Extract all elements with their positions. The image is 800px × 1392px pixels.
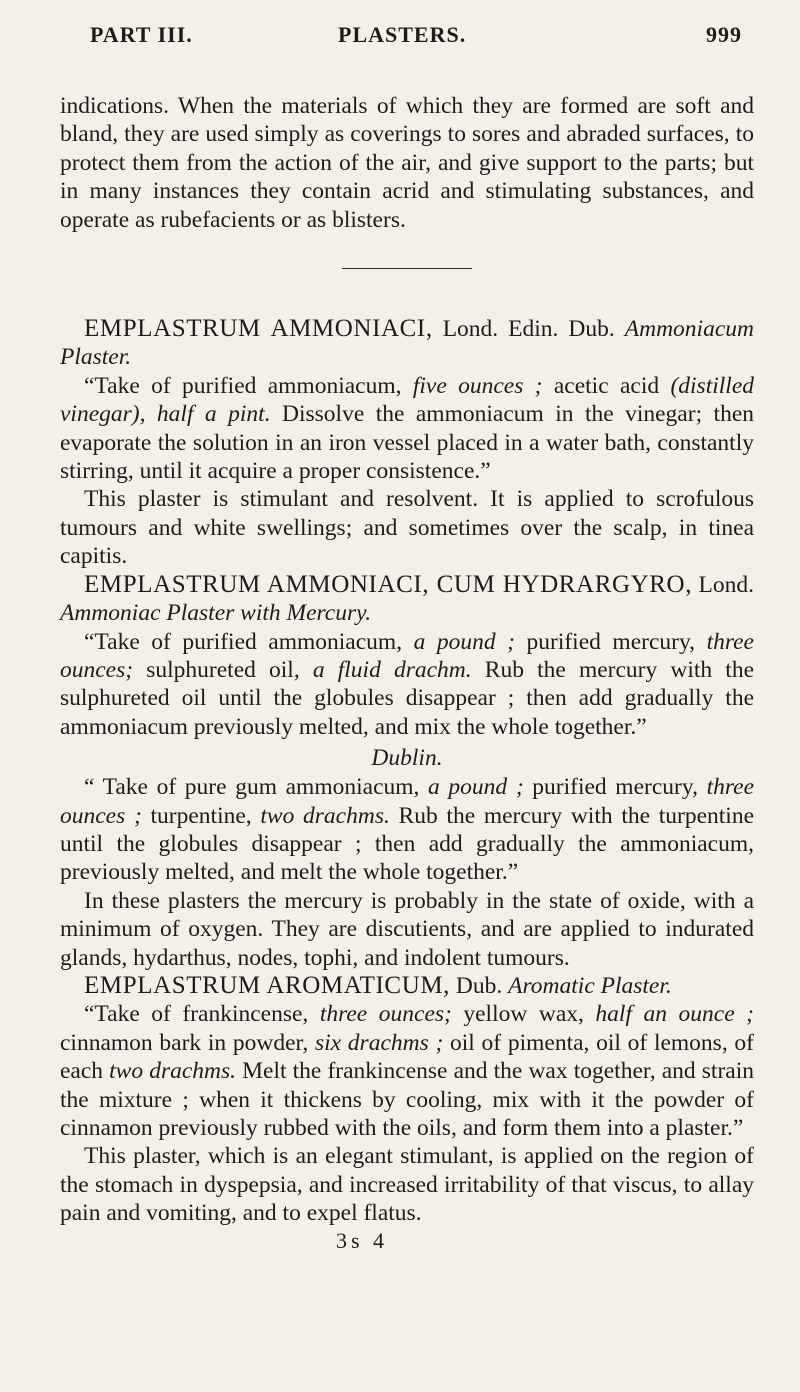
dublin-label: Dublin. bbox=[371, 745, 443, 772]
recipe-text: Rub the mercury with the sulphureted oil until the globules disappear ; then add gradually the ammoniacum previously melted, and mix the whole together.” bbox=[60, 656, 755, 740]
recipe-text: oil of pimenta, oil of lemons, of each bbox=[60, 1029, 754, 1085]
recipe-text: “Take of purified ammoniacum, bbox=[84, 628, 414, 655]
entry-english-name: Aromatic Plaster. bbox=[508, 972, 672, 999]
entry-sources: Lond. Edin. Dub. bbox=[432, 316, 615, 343]
entry-title: EMPLASTRUM AROMATICUM, bbox=[84, 971, 451, 999]
entry-aromaticum-recipe bbox=[60, 1000, 754, 1142]
recipe-quantity: five ounces ; bbox=[412, 372, 554, 399]
recipe-quantity: a fluid drachm. bbox=[312, 656, 485, 683]
recipe-text: cinnamon bark in powder, bbox=[60, 1029, 315, 1056]
recipe-quantity: two drachms. bbox=[109, 1058, 243, 1085]
recipe-quantity: three ounces; bbox=[319, 1001, 464, 1028]
recipe-text: yellow wax, bbox=[463, 1001, 596, 1028]
recipe-text: sulphureted oil, bbox=[146, 656, 313, 683]
recipe-text: Rub the mercury with the turpentine until the globules disappear ; then add gradually the ammoniacum, previously melted, and melt the whole together.” bbox=[60, 802, 754, 886]
entry-aromaticum-heading bbox=[60, 972, 754, 1000]
entry-ammoniaci-note: This plaster is stimulant and resolvent. It is applied to scrofulous tumours and white swellings; and sometimes over the scalp, in tinea capitis. bbox=[60, 486, 754, 570]
entry-hydrargyro-note: In these plasters the mercury is probably in the state of oxide, with a minimum of oxygen. They are discutients, and are applied to indurated glands, hydarthus, nodes, tophi, and indolent tumours. bbox=[60, 887, 754, 971]
running-head bbox=[60, 0, 754, 58]
recipe-quantity: (distilled vinegar), half a pint. bbox=[60, 372, 754, 428]
intro-paragraph: indications. When the materials of which they are formed are soft and bland, they are used simply as coverings to sores and abraded surfaces, to protect them from the action of the air, and give support to the parts; but in many instances they contain acrid and stimulating substances, and operate as rubefacients or as blisters. bbox=[60, 93, 754, 233]
entry-english-name: Ammoniac Plaster with Mercury. bbox=[60, 600, 372, 627]
recipe-quantity: two drachms. bbox=[260, 802, 399, 829]
recipe-text: acetic acid bbox=[553, 372, 671, 399]
recipe-quantity: three ounces; bbox=[60, 628, 754, 683]
part-label: PART III. bbox=[90, 22, 193, 47]
recipe-quantity: six drachms ; bbox=[314, 1029, 451, 1056]
recipe-text: turpentine, bbox=[150, 802, 261, 829]
recipe-text: purified mercury, bbox=[532, 774, 707, 801]
entry-english-name: Ammoniacum Plaster. bbox=[60, 316, 754, 371]
recipe-quantity: a pound ; bbox=[428, 774, 533, 801]
recipe-quantity: half an ounce ; bbox=[595, 1001, 754, 1028]
recipe-quantity: a pound ; bbox=[413, 628, 527, 655]
recipe-quantity: three ounces ; bbox=[60, 774, 755, 829]
entry-aromaticum-note: This plaster, which is an elegant stimulant, is applied on the region of the stomach in dyspepsia, and increased irritability of that viscus, to allay pain and vomiting, and to expel flatus. bbox=[60, 1143, 754, 1227]
recipe-text: “ Take of pure gum ammoniacum, bbox=[84, 774, 429, 801]
page-body bbox=[60, 92, 754, 1254]
section-title: PLASTERS. bbox=[338, 22, 467, 47]
entry-ammoniaci-heading bbox=[60, 315, 754, 372]
page-number: 999 bbox=[706, 22, 742, 47]
entry-title: EMPLASTRUM AMMONIACI, bbox=[84, 315, 433, 343]
entry-sources: Dub. bbox=[450, 972, 509, 999]
entry-hydrargyro-dublin-recipe bbox=[60, 773, 754, 887]
entry-sources: Lond. bbox=[692, 571, 755, 598]
section-divider bbox=[342, 268, 472, 269]
recipe-text: Dissolve the ammoniacum in the vinegar; then evaporate the solution in an iron vessel placed in a water bath, constantly stirring, until it acquire a proper consistence.” bbox=[60, 401, 754, 485]
signature-mark: 3s 4 bbox=[336, 1227, 389, 1253]
recipe-text: “Take of purified ammoniacum, bbox=[84, 372, 413, 399]
recipe-text: “Take of frankincense, bbox=[84, 1001, 320, 1028]
entry-hydrargyro-recipe bbox=[60, 628, 754, 742]
entry-hydrargyro-heading bbox=[60, 571, 754, 628]
entry-title: EMPLASTRUM AMMONIACI, CUM HYDRARGYRO, bbox=[84, 570, 693, 598]
entry-ammoniaci-recipe bbox=[60, 372, 754, 486]
recipe-text: purified mercury, bbox=[526, 628, 707, 655]
recipe-text: Melt the frankincense and the wax together, and strain the mixture ; when it thickens by cooling, mix with it the powder of cinnamon previously rubbed with the oils, and form them into a plaster.” bbox=[60, 1058, 754, 1141]
